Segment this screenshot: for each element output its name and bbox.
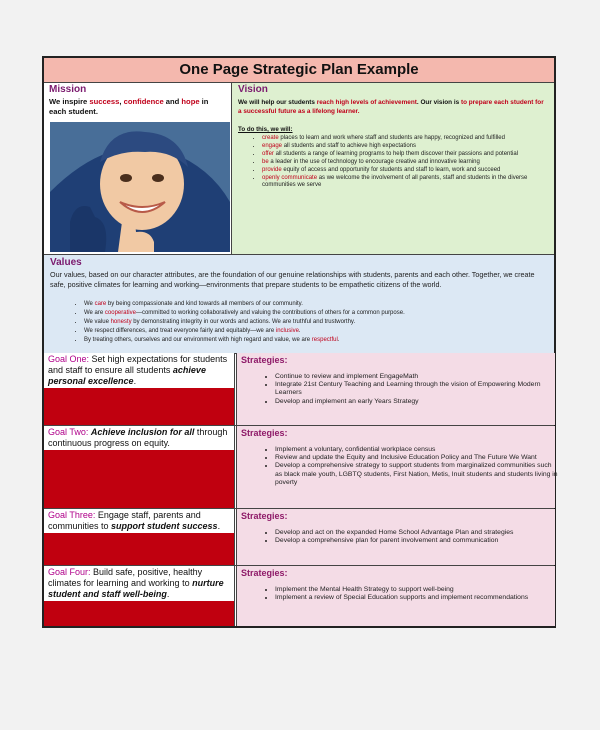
strategies-list: [265, 373, 560, 406]
goal-two: [44, 426, 235, 508]
values-item-emphasis: inclusive: [275, 328, 299, 334]
strategies-list: [265, 529, 560, 545]
vision-item-emphasis: create: [262, 135, 279, 141]
values-item-pre: We are: [84, 310, 105, 316]
strategies-three: [236, 509, 555, 565]
vision-item: [262, 135, 562, 143]
strategy-item: • Review and update the Equity and Inclusive Education Policy and The Future We Want: [275, 454, 560, 462]
vision-item-text: equity of access and opportunity for students and staff to learn, work and succeed: [281, 166, 501, 173]
vision-item-emphasis: be: [262, 158, 269, 165]
vision-item: [262, 175, 562, 191]
vision-list: [252, 135, 562, 190]
values-list: [74, 300, 554, 345]
vision-todo-label: To do this, we will:: [238, 126, 293, 133]
values-text: Our values, based on our character attributes, are the foundation of our genuine relationships with students, parents and each other. Together, we create safe, positive climates for learning and working—environments that prepare students to be empathetic citizens of the world.: [50, 270, 535, 289]
goal-emphasis: Achieve inclusion for all: [90, 427, 195, 437]
vision-item: [262, 159, 562, 167]
mission-text-post: in each student.: [49, 97, 209, 116]
vision-statement: [238, 98, 544, 116]
values-item-pre: We value: [84, 319, 111, 325]
goal-plain: Engage staff, parents and communities to: [48, 510, 201, 531]
strategies-heading: Strategies:: [241, 511, 288, 521]
goal-tail: .: [217, 521, 221, 531]
strategy-item: • Continue to review and implement EngageMath: [275, 373, 560, 381]
strategy-item: • Implement a review of Special Education supports and implement recommendations: [275, 594, 560, 602]
goal-tail: .: [166, 589, 170, 599]
values-item-emphasis: cooperative: [104, 310, 136, 316]
values-item-pre: We: [84, 301, 95, 307]
strategy-item: • Implement the Mental Health Strategy to support well-being: [275, 586, 560, 594]
strategies-one: [236, 353, 555, 425]
values-item-emphasis: honesty: [110, 319, 132, 325]
vision-item-emphasis: openly communicate: [262, 174, 318, 181]
goal-label: Goal One:: [48, 354, 90, 364]
values-item: [84, 300, 554, 309]
values-item-pre: We respect differences, and treat everyone fairly and equitably—we are: [84, 328, 276, 334]
goal-one: [44, 353, 235, 425]
strategies-list: [265, 586, 560, 602]
values-item-emphasis: respectful: [311, 337, 338, 343]
goal-plain: Set high expectations for students and staff to ensure all students: [48, 354, 228, 375]
vision-item-emphasis: offer: [262, 150, 274, 157]
strategic-plan-page: [42, 56, 556, 628]
strategies-heading: Strategies:: [241, 355, 288, 365]
vision-item-text: as we welcome the involvement of all parents, staff and students in the diverse communities we serve: [262, 174, 528, 189]
strategy-item: • Develop a comprehensive plan for parent involvement and communication: [275, 537, 560, 545]
vision-text-mid: . Our vision is: [416, 99, 461, 106]
values-item-text: by being compassionate and kind towards all members of our community.: [106, 301, 303, 307]
vision-item-text: all students and staff to achieve high expectations: [282, 142, 417, 149]
goal-text: [44, 353, 234, 388]
strategies-two: [236, 426, 558, 508]
child-illustration: [50, 122, 230, 252]
vision-heading: Vision: [238, 84, 268, 95]
vision-item: [262, 167, 562, 175]
vision-section: [232, 83, 554, 254]
vision-item-text: places to learn and work where staff and students are happy, recognized and fulfilled: [278, 135, 505, 141]
strategies-four: [236, 566, 555, 626]
page-title: One Page Strategic Plan Example: [44, 58, 554, 83]
mission-sep-2: and: [163, 97, 182, 106]
vision-highlight-2: to prepare each student for a successful future as a lifelong learner.: [238, 99, 544, 115]
strategy-item: • Implement a voluntary, confidential workplace census: [275, 446, 560, 454]
mission-section: [44, 83, 232, 254]
goal-plain: Build safe, positive, healthy climates for learning and working to: [48, 567, 203, 588]
strategies-heading: Strategies:: [241, 428, 288, 438]
values-item-text: —committed to working collaboratively and valuing the contributions of others for a common purpose.: [135, 310, 405, 316]
values-item: [84, 327, 554, 336]
goal-emphasis: support student success: [111, 521, 218, 531]
mission-text-pre: We inspire: [49, 97, 90, 106]
strategy-item: • Develop and implement an early Years Strategy: [275, 398, 560, 406]
goal-three: [44, 509, 235, 565]
student-photo: [50, 122, 230, 252]
goal-emphasis: nurture student and staff well-being: [48, 578, 224, 599]
goal-label: Goal Two:: [48, 427, 89, 437]
vision-text-pre: We will help our students: [238, 99, 317, 106]
values-item-pre: By treating others, ourselves and our environment with high regard and value, we are: [84, 337, 312, 343]
goal-text: [44, 509, 234, 533]
values-item-text: .: [298, 328, 301, 334]
goal-tail: through continuous progress on equity.: [48, 427, 228, 448]
mission-text: [49, 97, 227, 117]
mission-word-confidence: confidence: [123, 97, 164, 106]
goal-emphasis: achieve personal excellence: [48, 365, 206, 386]
mission-word-success: success: [89, 97, 120, 106]
mission-word-hope: hope: [181, 97, 200, 106]
strategy-item: • Develop a comprehensive strategy to support students from marginalized communities such as black male youth, LGBTQ students, First Nation, Metis, Inuit students and students living in poverty: [275, 462, 560, 487]
vision-highlight-1: reach high levels of achievement: [316, 99, 417, 106]
values-item-text: by demonstrating integrity in our words and actions. We are truthful and trustworthy.: [131, 319, 356, 325]
goal-label: Goal Three:: [48, 510, 96, 520]
mission-sep-1: ,: [119, 97, 124, 106]
vision-item-emphasis: provide: [262, 166, 282, 173]
vision-item-emphasis: engage: [262, 142, 283, 149]
values-item-text: .: [337, 337, 340, 343]
vision-item-text: a leader in the use of technology to encourage creative and innovative learning: [268, 158, 480, 165]
values-item-emphasis: care: [94, 301, 107, 307]
strategies-list: [265, 446, 560, 487]
goal-label: Goal Four:: [48, 567, 91, 577]
goal-tail: .: [133, 376, 137, 386]
goal-four: [44, 566, 235, 626]
vision-item: [262, 143, 562, 151]
strategy-item: • Integrate 21st Century Teaching and Learning through the vision of Empowering Modern Learners: [275, 381, 560, 397]
values-item: [84, 309, 554, 318]
vision-item: [262, 151, 562, 159]
values-item: [84, 318, 554, 327]
values-item: [84, 336, 554, 345]
vision-item-text: all students a range of learning programs to help them discover their passions and potential: [273, 150, 519, 157]
mission-heading: Mission: [49, 84, 87, 95]
strategy-item: • Develop and act on the expanded Home School Advantage Plan and strategies: [275, 529, 560, 537]
goal-text: [44, 426, 234, 450]
strategies-heading: Strategies:: [241, 568, 288, 578]
values-section: [44, 254, 554, 354]
goal-text: [44, 566, 234, 601]
values-heading: Values: [50, 257, 82, 268]
